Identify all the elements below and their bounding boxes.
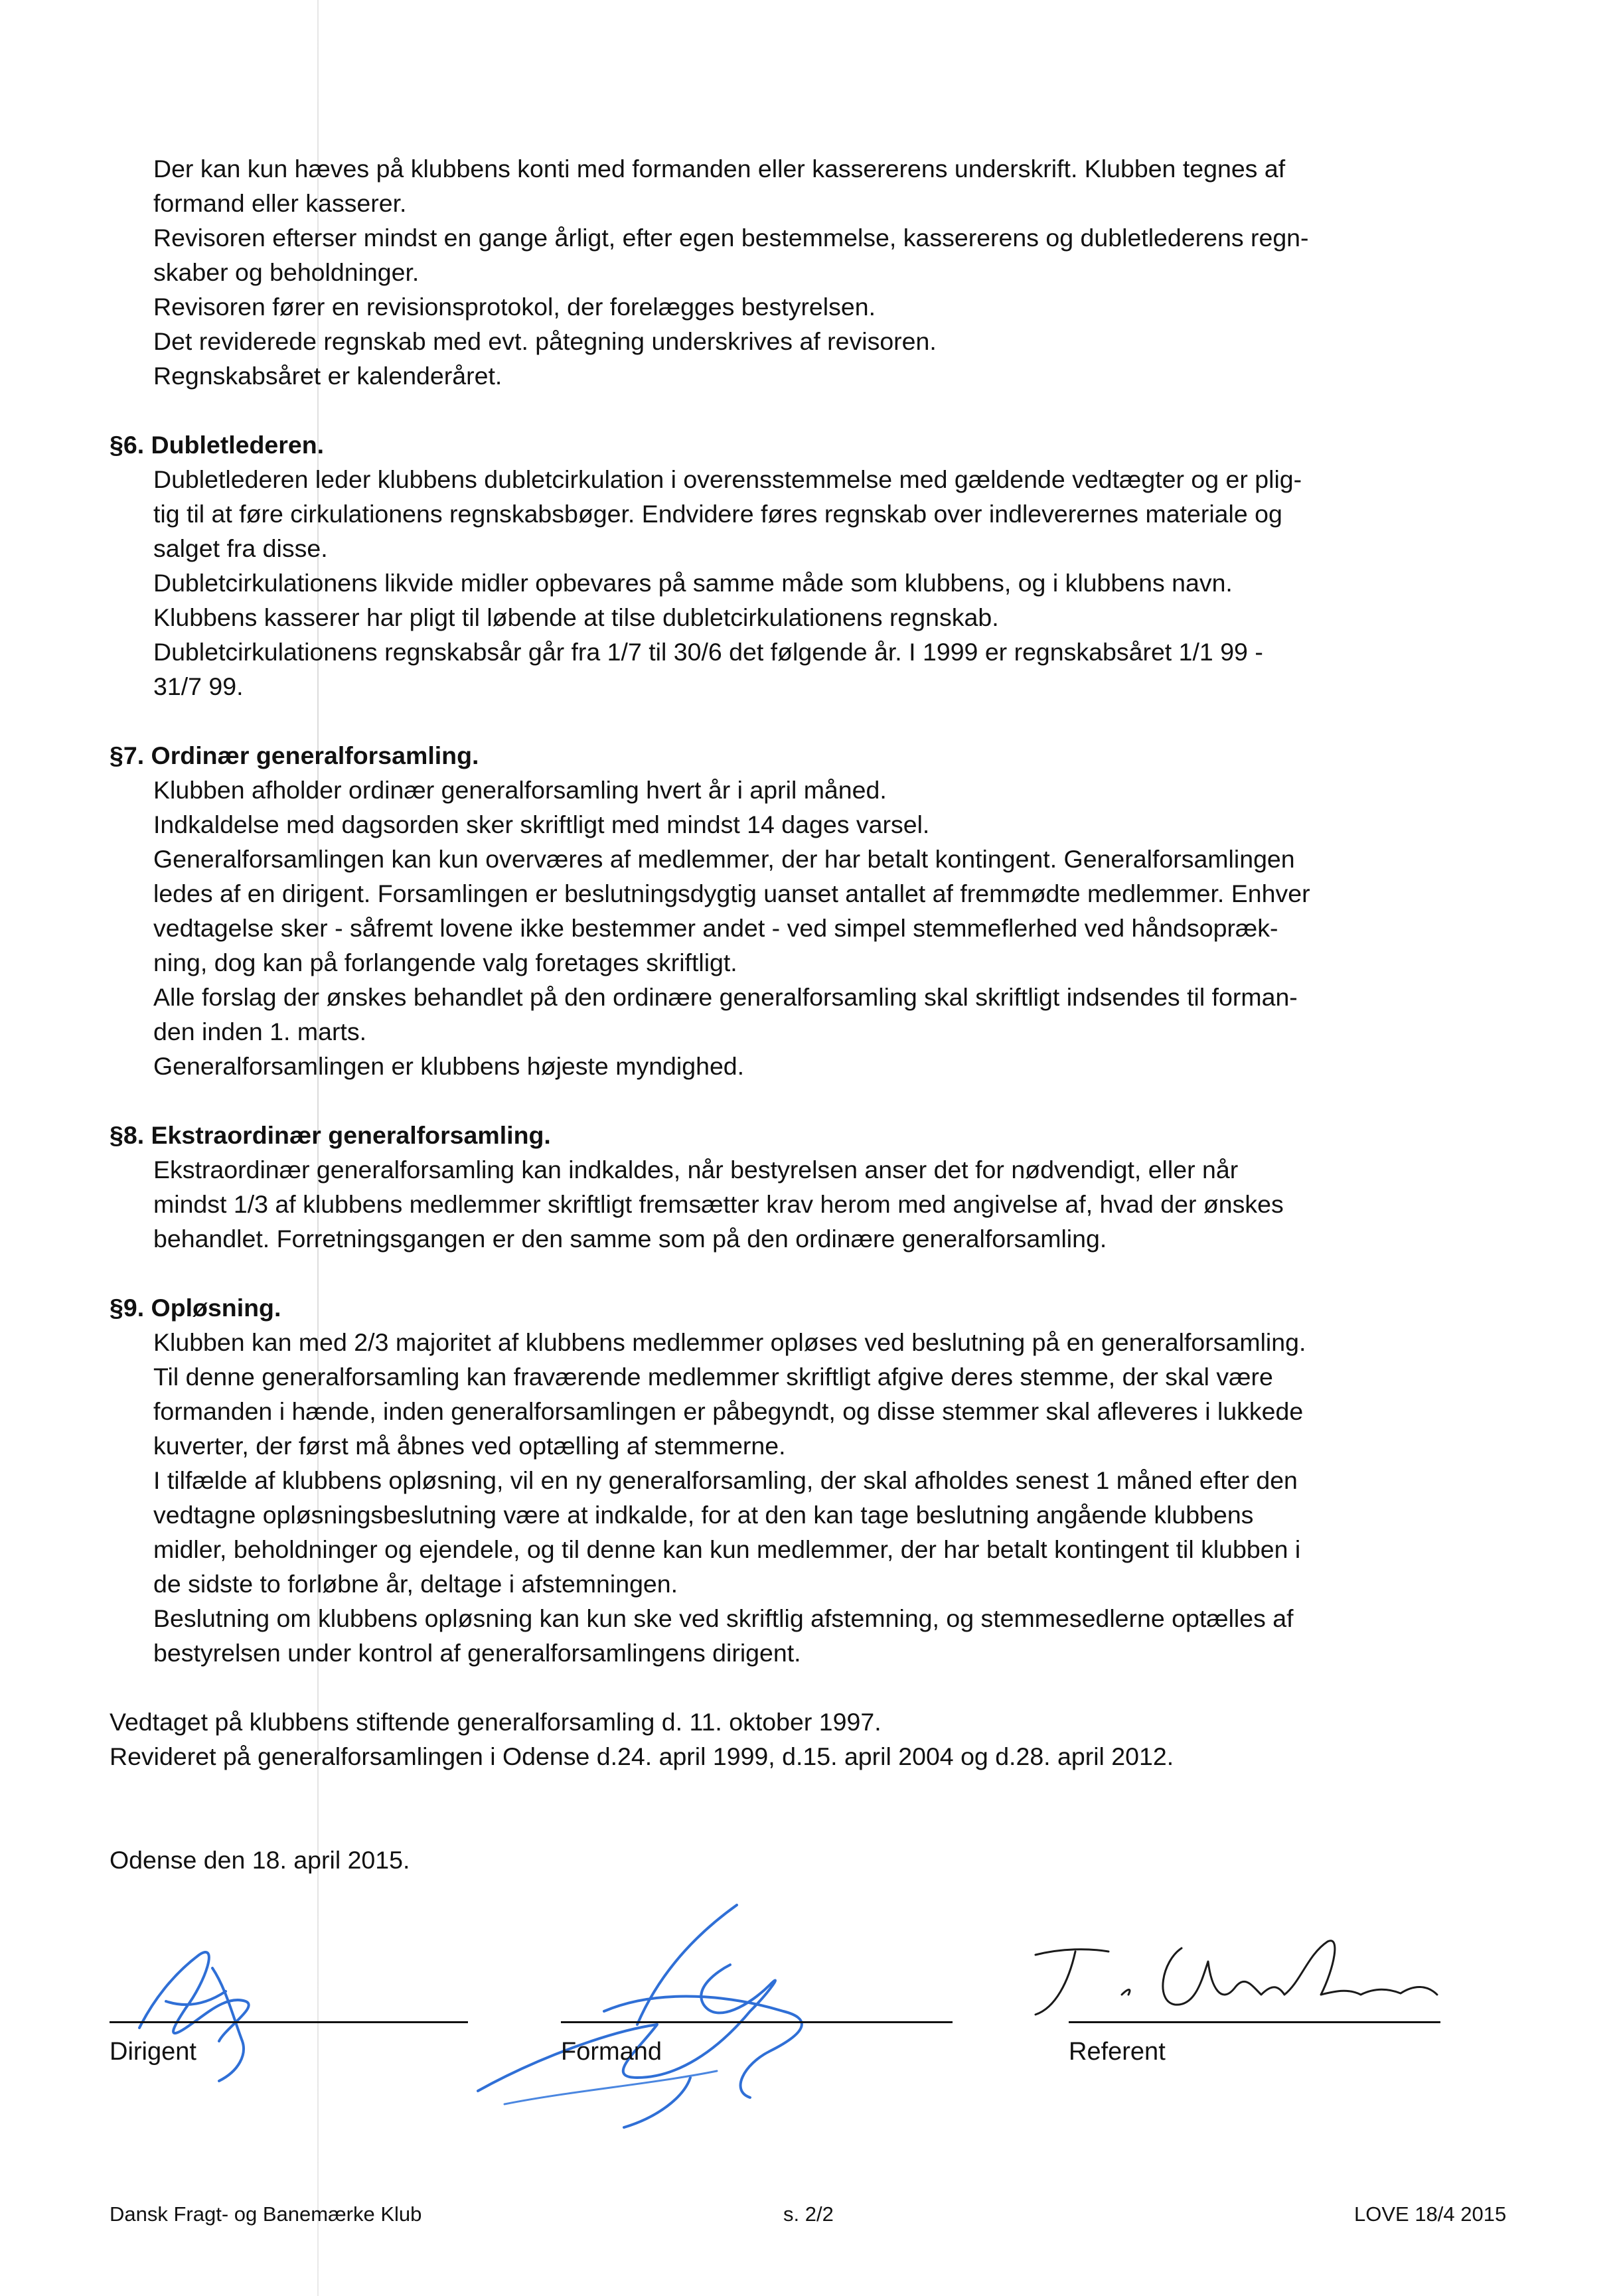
text-line: Beslutning om klubbens opløsning kan kun ske ved skriftlig afstemning, og stemmesedlerne optælles af (153, 1604, 1294, 1632)
text-line: Klubben kan med 2/3 majoritet af klubbens medlemmer opløses ved beslutning på en generalforsamling. (153, 1328, 1306, 1356)
text-line: Til denne generalforsamling kan fraværende medlemmer skriftligt afgive deres stemme, der skal være (153, 1363, 1273, 1391)
text-line: tig til at føre cirkulationens regnskabsbøger. Endvidere føres regnskab over indleverernes materiale og (153, 500, 1282, 528)
formand-signature-icon (438, 1892, 850, 2137)
section-heading: §9. Opløsning. (110, 1294, 281, 1322)
text-line: ning, dog kan på forlangende valg foretages skriftligt. (153, 949, 737, 976)
closing-block (110, 1705, 1457, 1877)
text-line: Det reviderede regnskab med evt. påtegning underskrives af revisoren. (153, 327, 937, 355)
text-line: mindst 1/3 af klubbens medlemmer skriftligt fremsætter krav herom med angivelse af, hvad der ønskes (153, 1190, 1284, 1218)
text-line: 31/7 99. (153, 672, 244, 700)
text-line: den inden 1. marts. (153, 1018, 367, 1045)
section-5-continuation (110, 151, 1457, 393)
text-line: Dubletlederen leder klubbens dubletcirkulation i overensstemmelse med gældende vedtægter og er plig- (153, 465, 1302, 493)
text-line: Klubben afholder ordinær generalforsamling hvert år i april måned. (153, 776, 887, 804)
signature-label: Dirigent (110, 2038, 196, 2066)
text-line: Revisoren efterser mindst en gange årligt, efter egen bestemmelse, kassererens og dubletlederens regn- (153, 224, 1309, 252)
signature-line (561, 2021, 953, 2023)
footer-club-name: Dansk Fragt- og Banemærke Klub (110, 2202, 422, 2226)
text-line: formanden i hænde, inden generalforsamlingen er påbegyndt, og disse stemmer skal afleveres i lukkede (153, 1397, 1304, 1425)
text-line: bestyrelsen under kontrol af generalforsamlingens dirigent. (153, 1639, 801, 1667)
text-line: Generalforsamlingen kan kun overværes af medlemmer, der har betalt kontingent. Generalforsamlingen (153, 845, 1295, 873)
text-line: vedtagelse sker - såfremt lovene ikke bestemmer andet - ved simpel stemmeflerhed ved håndsopræk- (153, 914, 1278, 942)
text-line: salget fra disse. (153, 534, 328, 562)
revised-note: Revideret på generalforsamlingen i Odense d.24. april 1999, d.15. april 2004 og d.28. april 2012. (110, 1742, 1174, 1770)
text-line: Revisoren fører en revisionsprotokol, der forelægges bestyrelsen. (153, 293, 876, 321)
signature-dirigent (110, 2021, 468, 2066)
signature-line (110, 2021, 468, 2023)
footer-doc-ref: LOVE 18/4 2015 (1354, 2202, 1507, 2226)
dirigent-signature-icon (126, 1928, 299, 2101)
text-line: vedtagne opløsningsbeslutning være at indkalde, for at den kan tage beslutning angående klubbens (153, 1501, 1254, 1529)
section-6 (110, 427, 1457, 704)
section-8 (110, 1118, 1457, 1256)
place-date: Odense den 18. april 2015. (110, 1846, 410, 1874)
text-line: Klubbens kasserer har pligt til løbende at tilse dubletcirkulationens regnskab. (153, 603, 999, 631)
text-line: midler, beholdninger og ejendele, og til denne kan kun medlemmer, der har betalt kontingent til klubben i (153, 1535, 1301, 1563)
section-heading: §6. Dubletlederen. (110, 431, 325, 459)
text-line: I tilfælde af klubbens opløsning, vil en ny generalforsamling, der skal afholdes senest 1 måned efter den (153, 1466, 1298, 1494)
text-line: ledes af en dirigent. Forsamlingen er beslutningsdygtig uanset antallet af fremmødte medlemmer. Enhver (153, 880, 1310, 907)
text-line: Generalforsamlingen er klubbens højeste myndighed. (153, 1052, 745, 1080)
signature-label: Formand (561, 2038, 662, 2066)
text-line: Ekstraordinær generalforsamling kan indkaldes, når bestyrelsen anser det for nødvendigt, eller når (153, 1156, 1239, 1184)
adopted-note: Vedtaget på klubbens stiftende generalforsamling d. 11. oktober 1997. (110, 1708, 882, 1736)
section-9 (110, 1290, 1457, 1670)
signature-label: Referent (1069, 2038, 1166, 2066)
section-heading: §8. Ekstraordinær generalforsamling. (110, 1121, 551, 1149)
text-line: behandlet. Forretningsgangen er den samme som på den ordinære generalforsamling. (153, 1225, 1107, 1253)
text-line: Dubletcirkulationens regnskabsår går fra 1/7 til 30/6 det følgende år. I 1999 er regnskabsåret 1/1 99 - (153, 638, 1263, 666)
text-line: formand eller kasserer. (153, 189, 407, 217)
text-line: Regnskabsåret er kalenderåret. (153, 362, 502, 390)
section-heading: §7. Ordinær generalforsamling. (110, 741, 479, 769)
section-7 (110, 738, 1457, 1083)
text-line: skaber og beholdninger. (153, 258, 420, 286)
text-line: de sidste to forløbne år, deltage i afstemningen. (153, 1570, 678, 1598)
text-line: Der kan kun hæves på klubbens konti med formanden eller kassererens underskrift. Klubben tegnes af (153, 155, 1286, 183)
document-body (110, 151, 1457, 1877)
text-line: Alle forslag der ønskes behandlet på den ordinære generalforsamling skal skriftligt indsendes til forman- (153, 983, 1298, 1011)
signature-line (1069, 2021, 1440, 2023)
signature-formand (561, 2021, 953, 2066)
footer-page-number: s. 2/2 (783, 2202, 834, 2226)
signature-referent (1069, 2021, 1440, 2066)
text-line: kuverter, der først må åbnes ved optælling af stemmerne. (153, 1432, 786, 1460)
text-line: Dubletcirkulationens likvide midler opbevares på samme måde som klubbens, og i klubbens navn. (153, 569, 1233, 597)
text-line: Indkaldelse med dagsorden sker skriftligt med mindst 14 dages varsel. (153, 810, 930, 838)
